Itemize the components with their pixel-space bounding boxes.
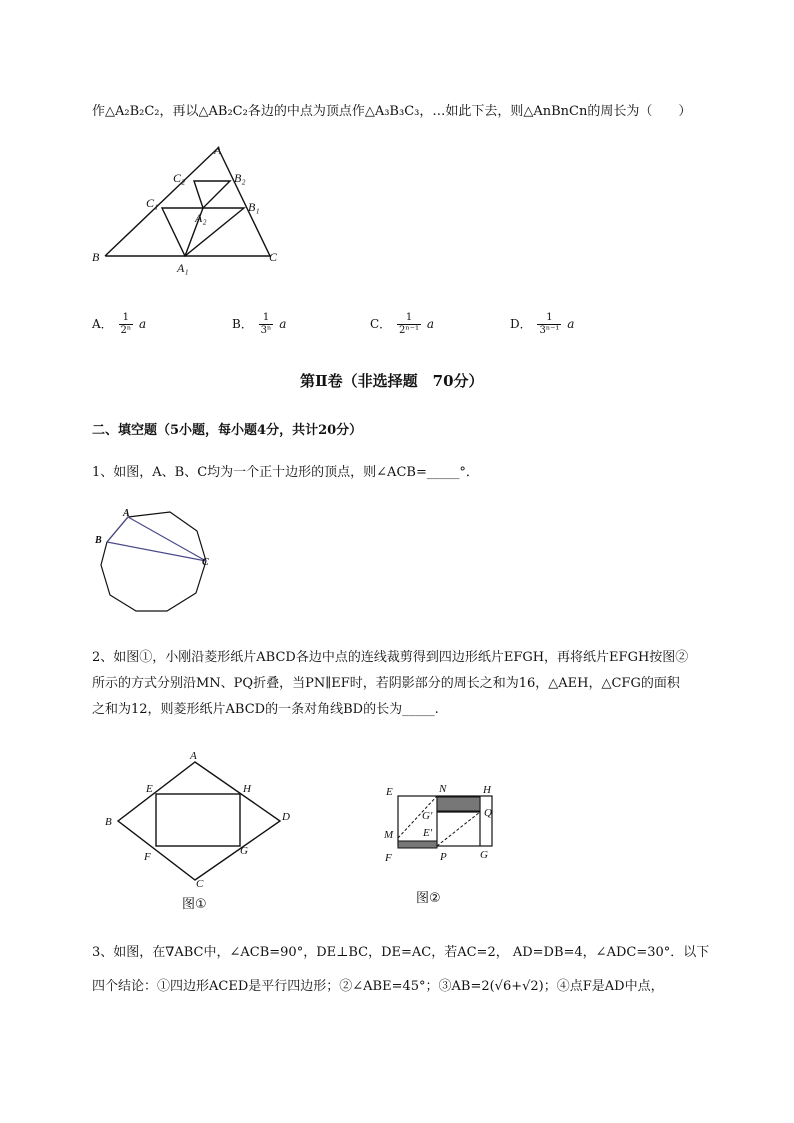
label-b1: B₁ [248, 200, 260, 214]
label-a: A [214, 143, 222, 157]
fig2-label-n: N [439, 783, 447, 795]
fig2-label-m: M [384, 829, 394, 841]
fig2-label-e: E [386, 786, 393, 798]
question-3-line-1: 3、如图，在∇ABC中，∠ACB=90°，DE⊥BC，DE=AC，若AC=2， AD=DB=4，∠ADC=30°．以下 [92, 945, 710, 960]
question-3-line-2: 四个结论：①四边形ACED是平行四边形；②∠ABE=45°；③AB=2(√6+√2)；④点F是AD中点， [92, 979, 664, 994]
decagon-label-b: B [95, 535, 102, 546]
question-2-line-2: 所示的方式分别沿MN、PQ折叠，当PN∥EF时，若阴影部分的周长之和为16，△AEH，△CFG的面积 [92, 676, 680, 691]
fig2-label-g-prime: G' [422, 810, 433, 822]
figure-2-folded [380, 778, 510, 913]
fig1-label-d: D [282, 811, 290, 823]
nested-triangle-figure [88, 138, 288, 278]
option-c[interactable]: C． $\frac{1}{\text{2ⁿ⁻¹}}$ a [370, 312, 434, 336]
label-c: C [269, 250, 278, 264]
fig1-label-c: C [196, 878, 204, 890]
fig1-label-f: F [144, 851, 151, 863]
fig1-label-h: H [243, 783, 251, 795]
fig2-label-f: F [385, 852, 392, 864]
decagon-figure [90, 505, 220, 620]
fig2-label-p: P [440, 851, 447, 863]
label-b: B [92, 250, 100, 264]
question-2-line-1: 2、如图①，小刚沿菱形纸片ABCD各边中点的连线裁剪得到四边形纸片EFGH，再将纸片EFGH按图② [92, 650, 689, 665]
fig1-label-e: E [146, 783, 153, 795]
fig2-label-e-prime: E' [423, 827, 433, 839]
fig2-label-q: Q [484, 807, 492, 819]
fig1-label-g: G [240, 845, 248, 857]
fig1-label-b: B [105, 816, 112, 828]
option-a[interactable]: A． $\frac{1}{\text{2ⁿ}}$ a [92, 312, 147, 336]
figure-1-rhombus [100, 745, 300, 920]
label-b2: B₂ [234, 171, 246, 185]
option-b[interactable]: B． $\frac{1}{\text{3ⁿ}}$ a [232, 312, 287, 336]
option-d[interactable]: D． $\frac{1}{\text{3ⁿ⁻¹}}$ a [510, 312, 575, 336]
question-1: 1、如图，A、B、C均为一个正十边形的顶点，则∠ACB=_____°． [92, 465, 479, 480]
section-title: 二、填空题（5小题，每小题4分，共计20分） [92, 423, 363, 438]
shaded-strip-top [437, 797, 480, 811]
fig2-label-h: H [483, 784, 491, 796]
fig1-label-a: A [190, 750, 197, 762]
label-c1: C₁ [146, 196, 159, 210]
label-a2: A₂ [195, 211, 207, 225]
decagon-label-c: C [202, 557, 209, 568]
fig2-caption: 图② [416, 891, 441, 906]
shaded-strip-bottom [398, 841, 437, 848]
part-title: 第Ⅱ卷（非选择题 70分） [300, 372, 484, 390]
fig2-label-g: G [480, 849, 488, 861]
decagon-label-a: A [123, 508, 130, 519]
fig1-caption: 图① [182, 897, 207, 912]
label-c2: C₂ [173, 171, 186, 185]
question-intro-line: 作△A₂B₂C₂，再以△AB₂C₂各边的中点为顶点作△A₃B₃C₃，…如此下去，则△AnBnCn的周长为（ ） [92, 104, 692, 119]
question-2-line-3: 之和为12，则菱形纸片ABCD的一条对角线BD的长为_____. [92, 702, 439, 717]
label-a1: A₁ [177, 261, 189, 275]
